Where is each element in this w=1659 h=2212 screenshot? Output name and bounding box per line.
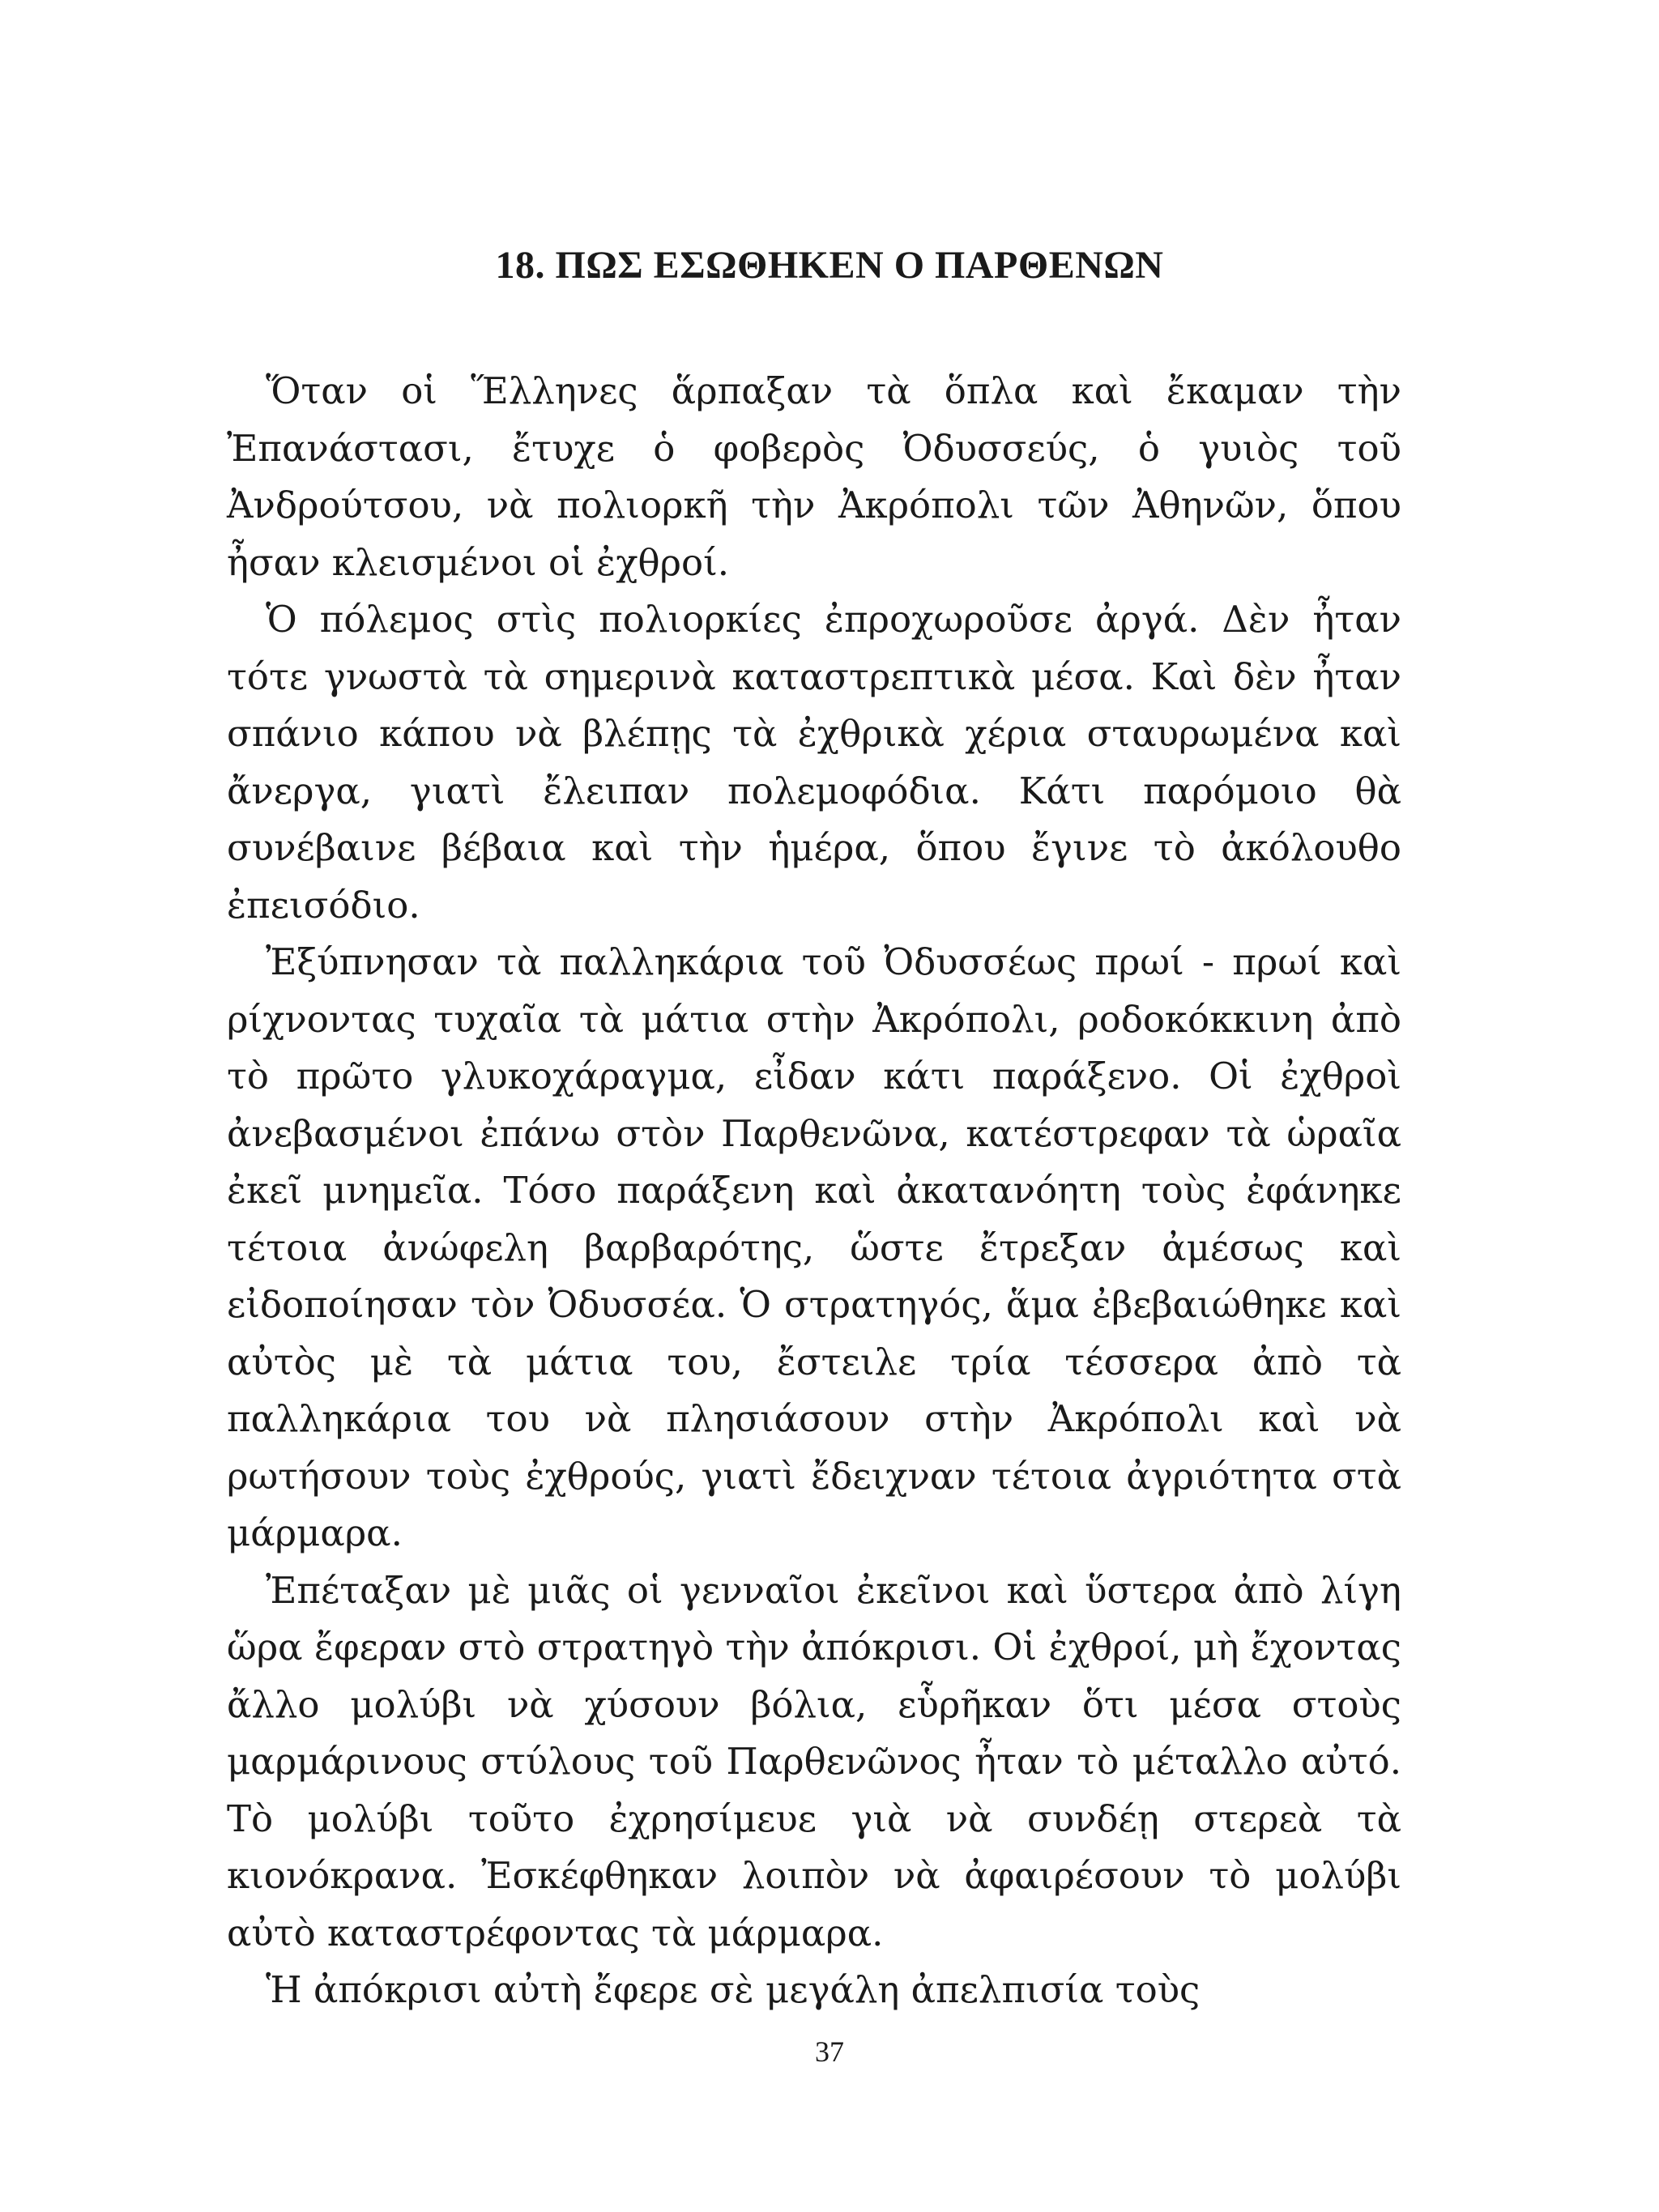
chapter-title: 18. ΠΩΣ ΕΣΩΘΗΚΕΝ Ο ΠΑΡΘΕΝΩΝ xyxy=(495,244,1164,287)
body-text xyxy=(227,363,1401,2019)
paragraph: Ἐπέταξαν μὲ μιᾶς οἱ γενναῖοι ἐκεῖνοι καὶ ὕστερα ἀπὸ λίγη ὥρα ἔφεραν στὸ στρατηγὸ τὴν ἀπόκρισι. Οἱ ἐχθροί, μὴ ἔχοντας ἄλλο μολύβι νὰ χύσουν βόλια, εὗρῆκαν ὅτι μέσα στοὺς μαρμάρινους στύλους τοῦ Παρθενῶνος ἦταν τὸ μέταλλο αὐτό. Τὸ μολύβι τοῦτο ἐχρησίμευε γιὰ νὰ συνδέῃ στερεὰ τὰ κιονόκρανα. Ἐσκέφθηκαν λοιπὸν νὰ ἀφαιρέσουν τὸ μολύβι αὐτὸ καταστρέφοντας τὰ μάρμαρα. xyxy=(227,1568,1401,1954)
paragraph: Ὁ πόλεμος στὶς πολιορκίες ἐπροχωροῦσε ἀργά. Δὲν ἦταν τότε γνωστὰ τὰ σημερινὰ καταστρεπτικὰ μέσα. Καὶ δὲν ἦταν σπάνιο κάπου νὰ βλέπῃς τὰ ἐχθρικὰ χέρια σταυρωμένα καὶ ἄνεργα, γιατὶ ἔλειπαν πολεμοφόδια. Κάτι παρόμοιο θὰ συνέβαινε βέβαια καὶ τὴν ἡμέρα, ὅπου ἔγινε τὸ ἀκόλουθο ἐπεισόδιο. xyxy=(227,598,1401,927)
page-number: 37 xyxy=(815,2035,844,2068)
paragraph: Ἡ ἀπόκρισι αὐτὴ ἔφερε σὲ μεγάλη ἀπελπισία τοὺς xyxy=(266,1968,1201,2011)
paragraph: Ἐξύπνησαν τὰ παλληκάρια τοῦ Ὀδυσσέως πρωί - πρωί καὶ ρίχνοντας τυχαῖα τὰ μάτια στὴν Ἀκρόπολι, ροδοκόκκινη ἀπὸ τὸ πρῶτο γλυκοχάραγμα, εἶδαν κάτι παράξενο. Οἱ ἐχθροὶ ἀνεβασμένοι ἐπάνω στὸν Παρθενῶνα, κατέστρεφαν τὰ ὡραῖα ἐκεῖ μνημεῖα. Τόσο παράξενη καὶ ἀκατανόητη τοὺς ἐφάνηκε τέτοια ἀνώφελη βαρβαρότης, ὥστε ἔτρεξαν ἀμέσως καὶ εἰδοποίησαν τὸν Ὀδυσσέα. Ὁ στρατηγός, ἅμα ἐβεβαιώθηκε καὶ αὐτὸς μὲ τὰ μάτια του, ἔστειλε τρία τέσσερα ἀπὸ τὰ παλληκάρια του νὰ πλησιάσουν στὴν Ἀκρόπολι καὶ νὰ ρωτήσουν τοὺς ἐχθρούς, γιατὶ ἔδειχναν τέτοια ἀγριότητα στὰ μάρμαρα. xyxy=(227,940,1401,1554)
paragraph: Ὅταν οἱ Ἕλληνες ἅρπαξαν τὰ ὅπλα καὶ ἔκαμαν τὴν Ἐπανάστασι, ἔτυχε ὁ φοβερὸς Ὀδυσσεύς, ὁ γυιὸς τοῦ Ἀνδρούτσου, νὰ πολιορκῆ τὴν Ἀκρόπολι τῶν Ἀθηνῶν, ὅπου ἦσαν κλεισμένοι οἱ ἐχθροί. xyxy=(227,369,1401,584)
